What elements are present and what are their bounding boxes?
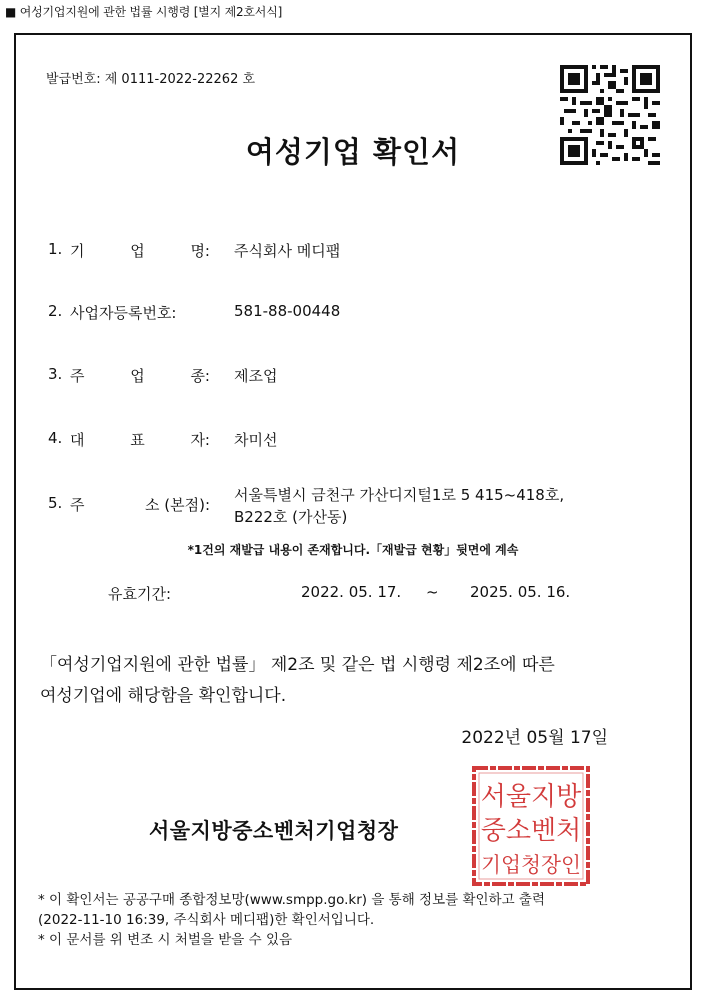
seal-line-3: 기업청장인 bbox=[481, 853, 581, 877]
field-company-number: 1. bbox=[48, 240, 63, 258]
reissue-note: *1건의 재발급 내용이 존재합니다.「재발급 현황」뒷면에 계속 bbox=[187, 543, 519, 557]
footer-line-3: * 이 문서를 위 변조 시 처벌을 받을 수 있음 bbox=[38, 932, 293, 948]
validity-label: 유효기간: bbox=[108, 585, 172, 603]
field-industry-number: 3. bbox=[48, 365, 63, 383]
form-header-note: ■ 여성기업지원에 관한 법률 시행령 [별지 제2호서식] bbox=[5, 5, 283, 19]
footer-notes bbox=[38, 890, 678, 950]
seal-line-1: 서울지방 bbox=[480, 782, 582, 812]
statement-line-2: 여성기업에 해당함을 확인합니다. bbox=[40, 686, 287, 706]
seal-line-2: 중소벤처 bbox=[480, 816, 582, 846]
footer-line-2: (2022-11-10 16:39, 주식회사 메디팹)한 확인서입니다. bbox=[38, 912, 375, 928]
field-address-value-line1: 서울특별시 금천구 가산디지털1로 5 415~418호, bbox=[234, 486, 565, 504]
field-company-label: 기 업 명: bbox=[70, 242, 210, 260]
field-ceo-value: 차미선 bbox=[234, 431, 278, 449]
field-industry-label: 주 업 종: bbox=[70, 367, 210, 385]
certificate-frame bbox=[14, 33, 692, 990]
field-address-value-line2: B222호 (가산동) bbox=[234, 508, 348, 526]
issue-date: 2022년 05월 17일 bbox=[461, 728, 608, 748]
certification-statement bbox=[40, 650, 640, 712]
validity-end: 2025. 05. 16. bbox=[470, 583, 571, 601]
field-address-label: 주 소 (본점): bbox=[70, 496, 210, 514]
field-company-value: 주식회사 메디팹 bbox=[234, 242, 341, 260]
validity-start: 2022. 05. 17. bbox=[301, 583, 402, 601]
field-industry-value: 제조업 bbox=[234, 367, 278, 385]
field-address-number: 5. bbox=[48, 494, 63, 512]
field-ceo-number: 4. bbox=[48, 429, 63, 447]
validity-separator: ~ bbox=[426, 583, 439, 601]
footer-line-1: * 이 확인서는 공공구매 종합정보망(www.smpp.go.kr) 을 통해 정보를 확인하고 출력 bbox=[38, 892, 546, 908]
field-bizno-label: 사업자등록번호: bbox=[70, 304, 177, 322]
issuer-name: 서울지방중소벤처기업청장 bbox=[149, 819, 399, 843]
field-ceo-label: 대 표 자: bbox=[70, 431, 210, 449]
document-title: 여성기업 확인서 bbox=[245, 135, 461, 169]
statement-line-1: 「여성기업지원에 관한 법률」 제2조 및 같은 법 시행령 제2조에 따른 bbox=[40, 655, 555, 675]
field-bizno-number: 2. bbox=[48, 302, 63, 320]
issue-number: 발급번호: 제 0111-2022-22262 호 bbox=[46, 72, 256, 87]
official-seal bbox=[471, 765, 591, 887]
field-bizno-value: 581-88-00448 bbox=[234, 302, 341, 320]
